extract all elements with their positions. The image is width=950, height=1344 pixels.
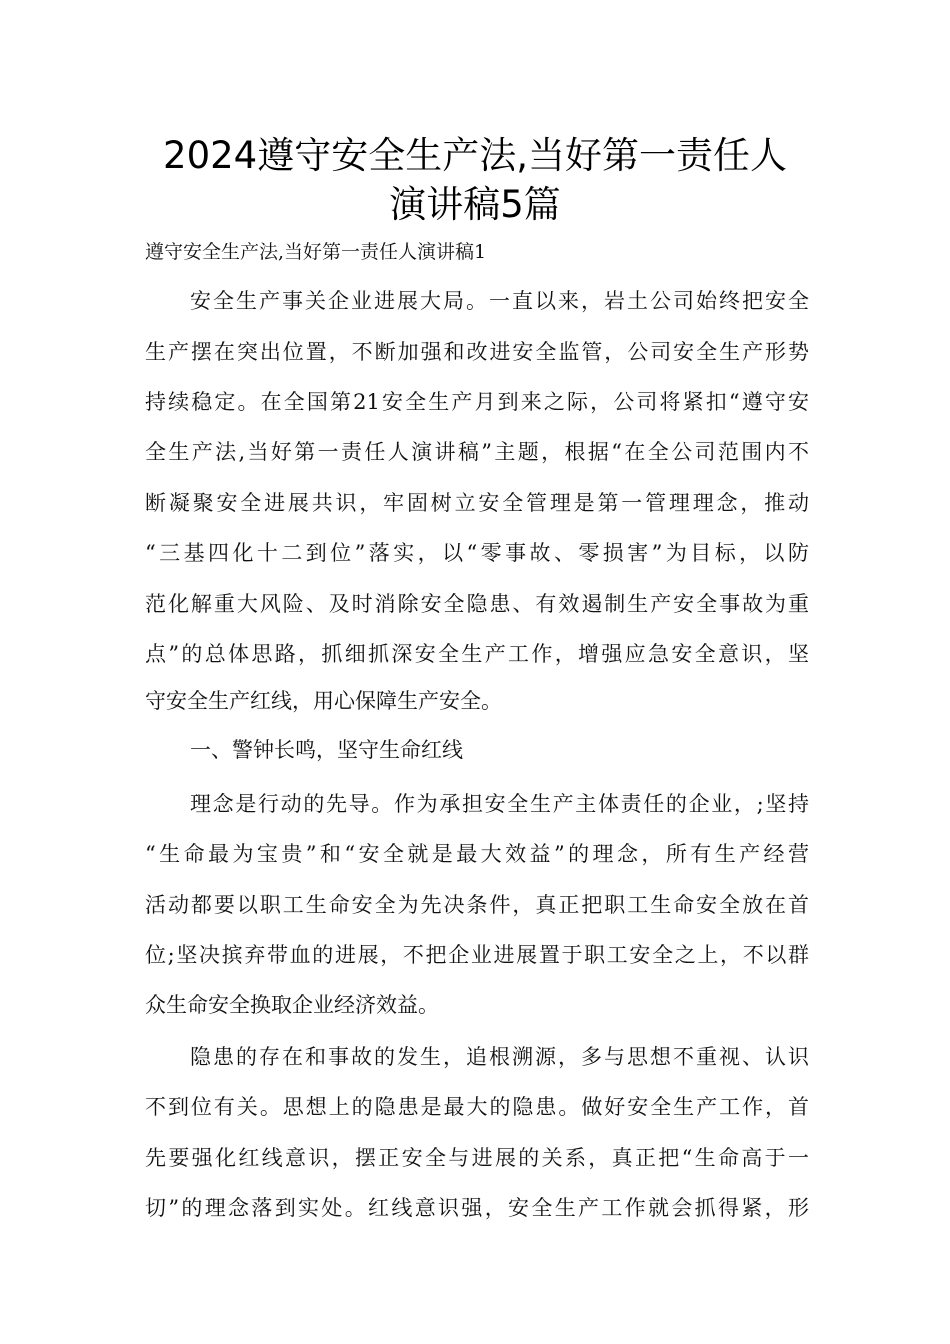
paragraph-line: “生命最为宝贵”和“安全就是最大效益”的理念，所有生产经营 <box>145 842 809 866</box>
paragraph-line: 活动都要以职工生命安全为先决条件，真正把职工生命安全放在首 <box>145 893 809 917</box>
paragraph-line: 守安全生产红线，用心保障生产安全。 <box>145 689 502 713</box>
paragraph-line: 全生产法,当好第一责任人演讲稿”主题，根据“在全公司范围内不 <box>145 440 809 464</box>
paragraph-line: 位;坚决摈弃带血的进展，不把企业进展置于职工安全之上，不以群 <box>145 943 809 967</box>
paragraph-line: 持续稳定。在全国第21安全生产月到来之际，公司将紧扣“遵守安 <box>145 390 809 414</box>
paragraph-line: 先要强化红线意识，摆正安全与进展的关系，真正把“生命高于一 <box>145 1146 809 1170</box>
document-title-line1: 2024遵守安全生产法,当好第一责任人 <box>163 134 787 177</box>
paragraph-line: 众生命安全换取企业经济效益。 <box>145 993 439 1017</box>
paragraph-line: 点”的总体思路，抓细抓深安全生产工作，增强应急安全意识，坚 <box>145 642 809 666</box>
paragraph-line: “三基四化十二到位”落实，以“零事故、零损害”为目标，以防 <box>145 541 809 565</box>
section-subheading: 遵守安全生产法,当好第一责任人演讲稿1 <box>145 241 487 263</box>
paragraph-line: 断凝聚安全进展共识，牢固树立安全管理是第一管理理念，推动 <box>145 491 809 515</box>
paragraph-line: 安全生产事关企业进展大局。一直以来，岩土公司始终把安全 <box>190 289 809 313</box>
paragraph-line: 隐患的存在和事故的发生，追根溯源，多与思想不重视、认识 <box>190 1045 809 1069</box>
paragraph-line: 理念是行动的先导。作为承担安全生产主体责任的企业，;坚持 <box>190 792 809 816</box>
paragraph-line: 不到位有关。思想上的隐患是最大的隐患。做好安全生产工作，首 <box>145 1095 809 1119</box>
paragraph-line: 切”的理念落到实处。红线意识强，安全生产工作就会抓得紧，形 <box>145 1196 809 1220</box>
paragraph-line: 范化解重大风险、及时消除安全隐患、有效遏制生产安全事故为重 <box>145 592 809 616</box>
section-heading: 一、警钟长鸣，坚守生命红线 <box>190 738 463 762</box>
paragraph-line: 生产摆在突出位置，不断加强和改进安全监管，公司安全生产形势 <box>145 340 809 364</box>
document-title-line2: 演讲稿5篇 <box>389 183 561 226</box>
